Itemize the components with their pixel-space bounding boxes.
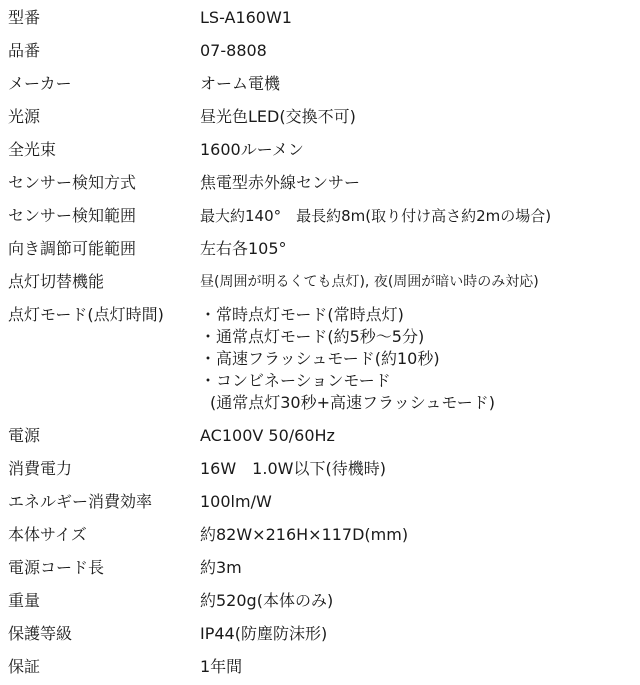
mode-item: ・コンビネーションモード xyxy=(200,371,391,390)
mode-item: ・通常点灯モード(約5秒～5分) xyxy=(200,327,425,346)
spec-value: 焦電型赤外線センサー xyxy=(200,173,361,192)
spec-value: 昼(周囲が明るくても点灯), 夜(周囲が暗い時のみ対応) xyxy=(200,274,539,290)
mode-item: ・高速フラッシュモード(約10秒) xyxy=(200,349,440,368)
spec-value: 左右各105° xyxy=(200,239,287,258)
spec-value: 約3m xyxy=(200,558,242,577)
spec-value: 1600ルーメン xyxy=(200,140,304,159)
spec-value: オーム電機 xyxy=(200,74,281,93)
spec-label: 消費電力 xyxy=(8,459,73,478)
spec-label: 本体サイズ xyxy=(8,525,87,544)
spec-label: 全光束 xyxy=(8,140,57,159)
spec-value: IP44(防塵防沫形) xyxy=(200,624,328,643)
spec-label: センサー検知方式 xyxy=(8,173,137,192)
spec-value: 100lm/W xyxy=(200,492,272,511)
mode-item-detail: (通常点灯30秒+高速フラッシュモード) xyxy=(210,393,495,412)
spec-label: センサー検知範囲 xyxy=(8,206,137,225)
mode-item: ・常時点灯モード(常時点灯) xyxy=(200,305,404,324)
spec-label: 電源 xyxy=(8,426,41,445)
spec-value: 16W 1.0W以下(待機時) xyxy=(200,459,386,478)
spec-label: 保証 xyxy=(8,657,41,676)
spec-value-list xyxy=(200,304,495,414)
spec-value: LS-A160W1 xyxy=(200,8,292,27)
spec-value: 約520g(本体のみ) xyxy=(200,591,334,610)
spec-label: 型番 xyxy=(8,8,41,27)
spec-label: メーカー xyxy=(8,74,72,93)
spec-label: 光源 xyxy=(8,107,41,126)
spec-value: 最大約140° 最長約8m(取り付け高さ約2mの場合) xyxy=(200,207,552,225)
spec-label: 電源コード長 xyxy=(8,558,105,577)
spec-label: エネルギー消費効率 xyxy=(8,492,153,511)
spec-label: 点灯切替機能 xyxy=(8,272,105,291)
spec-value: AC100V 50/60Hz xyxy=(200,426,335,445)
spec-value: 07-8808 xyxy=(200,41,267,60)
spec-label: 品番 xyxy=(8,41,41,60)
spec-value: 約82W×216H×117D(mm) xyxy=(200,525,409,544)
spec-value: 昼光色LED(交換不可) xyxy=(200,107,356,126)
spec-value: 1年間 xyxy=(200,657,243,676)
spec-label: 重量 xyxy=(8,591,41,610)
spec-label: 保護等級 xyxy=(8,624,73,643)
spec-label: 点灯モード(点灯時間) xyxy=(8,305,164,324)
spec-label: 向き調節可能範囲 xyxy=(8,239,137,258)
